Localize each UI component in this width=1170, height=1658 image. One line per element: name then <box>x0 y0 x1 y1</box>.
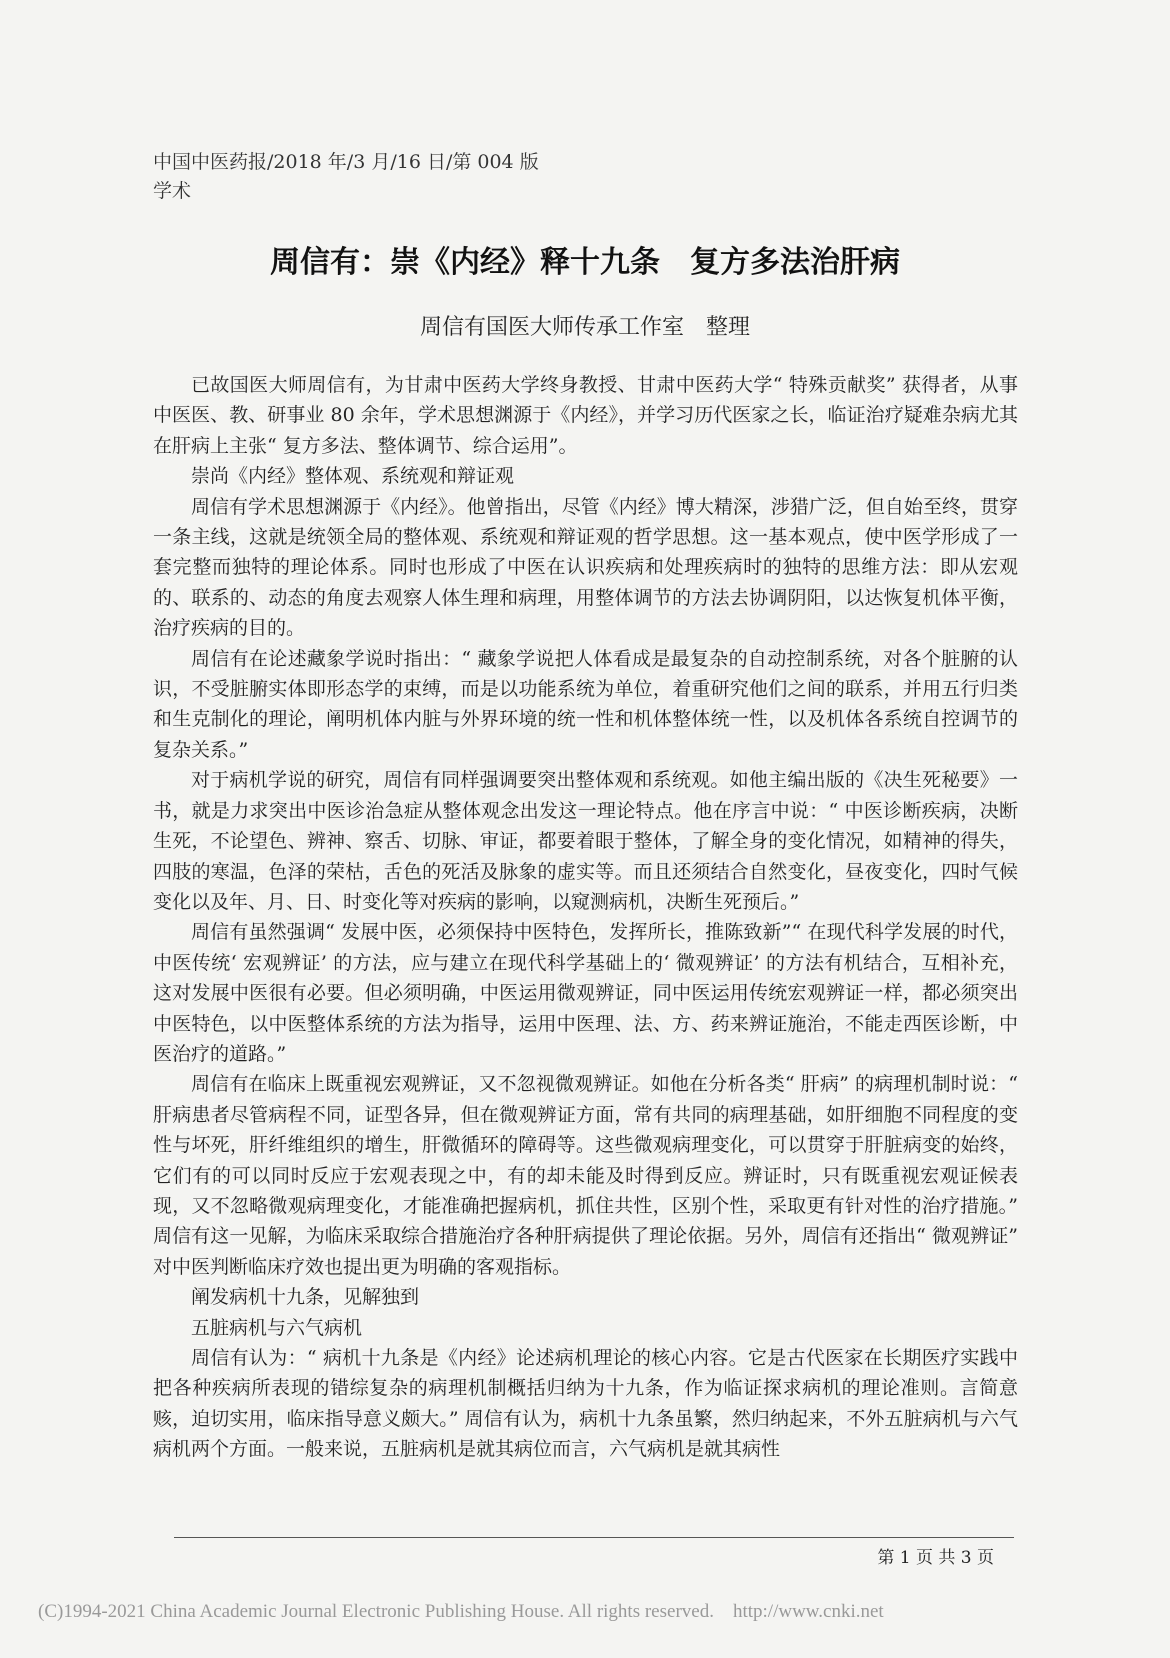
footer-divider <box>174 1537 1014 1538</box>
paragraph: 周信有在临床上既重视宏观辨证，又不忽视微观辨证。如他在分析各类“ 肝病” 的病理机制时说：“ 肝病患者尽管病程不同，证型各异，但在微观辨证方面，常有共同的病理基础，如肝细胞不同程度的变性与坏死，肝纤维组织的增生，肝微循环的障碍等。这些微观病理变化，可以贯穿于肝脏病变的始终，它们有的可以同时反应于宏观表现之中，有的却未能及时得到反应。辨证时，只有既重视宏观证候表现，又不忽略微观病理变化，才能准确把握病机，抓住共性，区别个性，采取更有针对性的治疗措施。” 周信有这一见解，为临床采取综合措施治疗各种肝病提供了理论依据。另外，周信有还指出“ 微观辨证” 对中医判断临床疗效也提出更为明确的客观指标。 <box>153 1073 1018 1278</box>
document-meta <box>153 148 539 206</box>
article-title: 周信有：崇《内经》释十九条 复方多法治肝病 <box>270 245 900 280</box>
paragraph-intro: 已故国医大师周信有，为甘肃中医药大学终身教授、甘肃中医药大学“ 特殊贡献奖” 获得者，从事中医医、教、研事业 80 余年，学术思想渊源于《内经》，并学习历代医家之长，临证治疗疑难杂病尤其在肝病上主张“ 复方多法、整体调节、综合运用”。 <box>153 374 1018 457</box>
section-heading: 崇尚《内经》整体观、系统观和辩证观 <box>191 465 515 488</box>
paragraph: 周信有虽然强调“ 发展中医，必须保持中医特色，发挥所长，推陈致新”“ 在现代科学发展的时代，中医传统‘ 宏观辨证’ 的方法，应与建立在现代科学基础上的‘ 微观辨证’ 的方法有机结合，互相补充，这对发展中医很有必要。但必须明确，中医运用微观辨证，同中医运用传统宏观辨证一样，都必须突出中医特色，以中医整体系统的方法为指导，运用中医理、法、方、药来辨证施治，不能走西医诊断，中医治疗的道路。” <box>153 921 1018 1065</box>
paragraph: 周信有认为：“ 病机十九条是《内经》论述病机理论的核心内容。它是古代医家在长期医疗实践中把各种疾病所表现的错综复杂的病理机制概括归纳为十九条，作为临证探求病机的理论准则。言简意赅，迫切实用，临床指导意义颇大。” 周信有认为，病机十九条虽繁，然归纳起来，不外五脏病机与六气病机两个方面。一般来说，五脏病机是就其病位而言，六气病机是就其病性 <box>153 1347 1018 1461</box>
section-label: 学术 <box>153 180 192 202</box>
section-heading: 阐发病机十九条，见解独到 <box>191 1286 420 1309</box>
article-byline: 周信有国医大师传承工作室 整理 <box>419 315 750 340</box>
source-line: 中国中医药报/2018 年/3 月/16 日/第 004 版 <box>153 151 539 173</box>
article-body <box>153 370 1018 1465</box>
paragraph: 对于病机学说的研究，周信有同样强调要突出整体观和系统观。如他主编出版的《决生死秘要》一书，就是力求突出中医诊治急症从整体观念出发这一理论特点。他在序言中说：“ 中医诊断疾病，决断生死，不论望色、辨神、察舌、切脉、审证，都要着眼于整体，了解全身的变化情况，如精神的得失，四肢的寒温，色泽的荣枯，舌色的死活及脉象的虚实等。而且还须结合自然变化，昼夜变化，四时气候变化以及年、月、日、时变化等对疾病的影响，以窥测病机，决断生死预后。” <box>153 769 1018 913</box>
page-indicator: 第 1 页 共 3 页 <box>877 1548 994 1568</box>
copyright-watermark: (C)1994-2021 China Academic Journal Electronic Publishing House. All rights reserved. http://www.cnki.net <box>38 1601 884 1622</box>
paragraph: 周信有在论述藏象学说时指出：“ 藏象学说把人体看成是最复杂的自动控制系统，对各个脏腑的认识，不受脏腑实体即形态学的束缚，而是以功能系统为单位，着重研究他们之间的联系，并用五行归类和生克制化的理论，阐明机体内脏与外界环境的统一性和机体整体统一性，以及机体各系统自控调节的复杂关系。” <box>153 647 1018 761</box>
paragraph: 周信有学术思想渊源于《内经》。他曾指出，尽管《内经》博大精深，涉猎广泛，但自始至终，贯穿一条主线，这就是统领全局的整体观、系统观和辩证观的哲学思想。这一基本观点，使中医学形成了一套完整而独特的理论体系。同时也形成了中医在认识疾病和处理疾病时的独特的思维方法：即从宏观的、联系的、动态的角度去观察人体生理和病理，用整体调节的方法去协调阴阳，以达恢复机体平衡，治疗疾病的目的。 <box>153 495 1018 640</box>
subsection-heading: 五脏病机与六气病机 <box>191 1316 363 1339</box>
